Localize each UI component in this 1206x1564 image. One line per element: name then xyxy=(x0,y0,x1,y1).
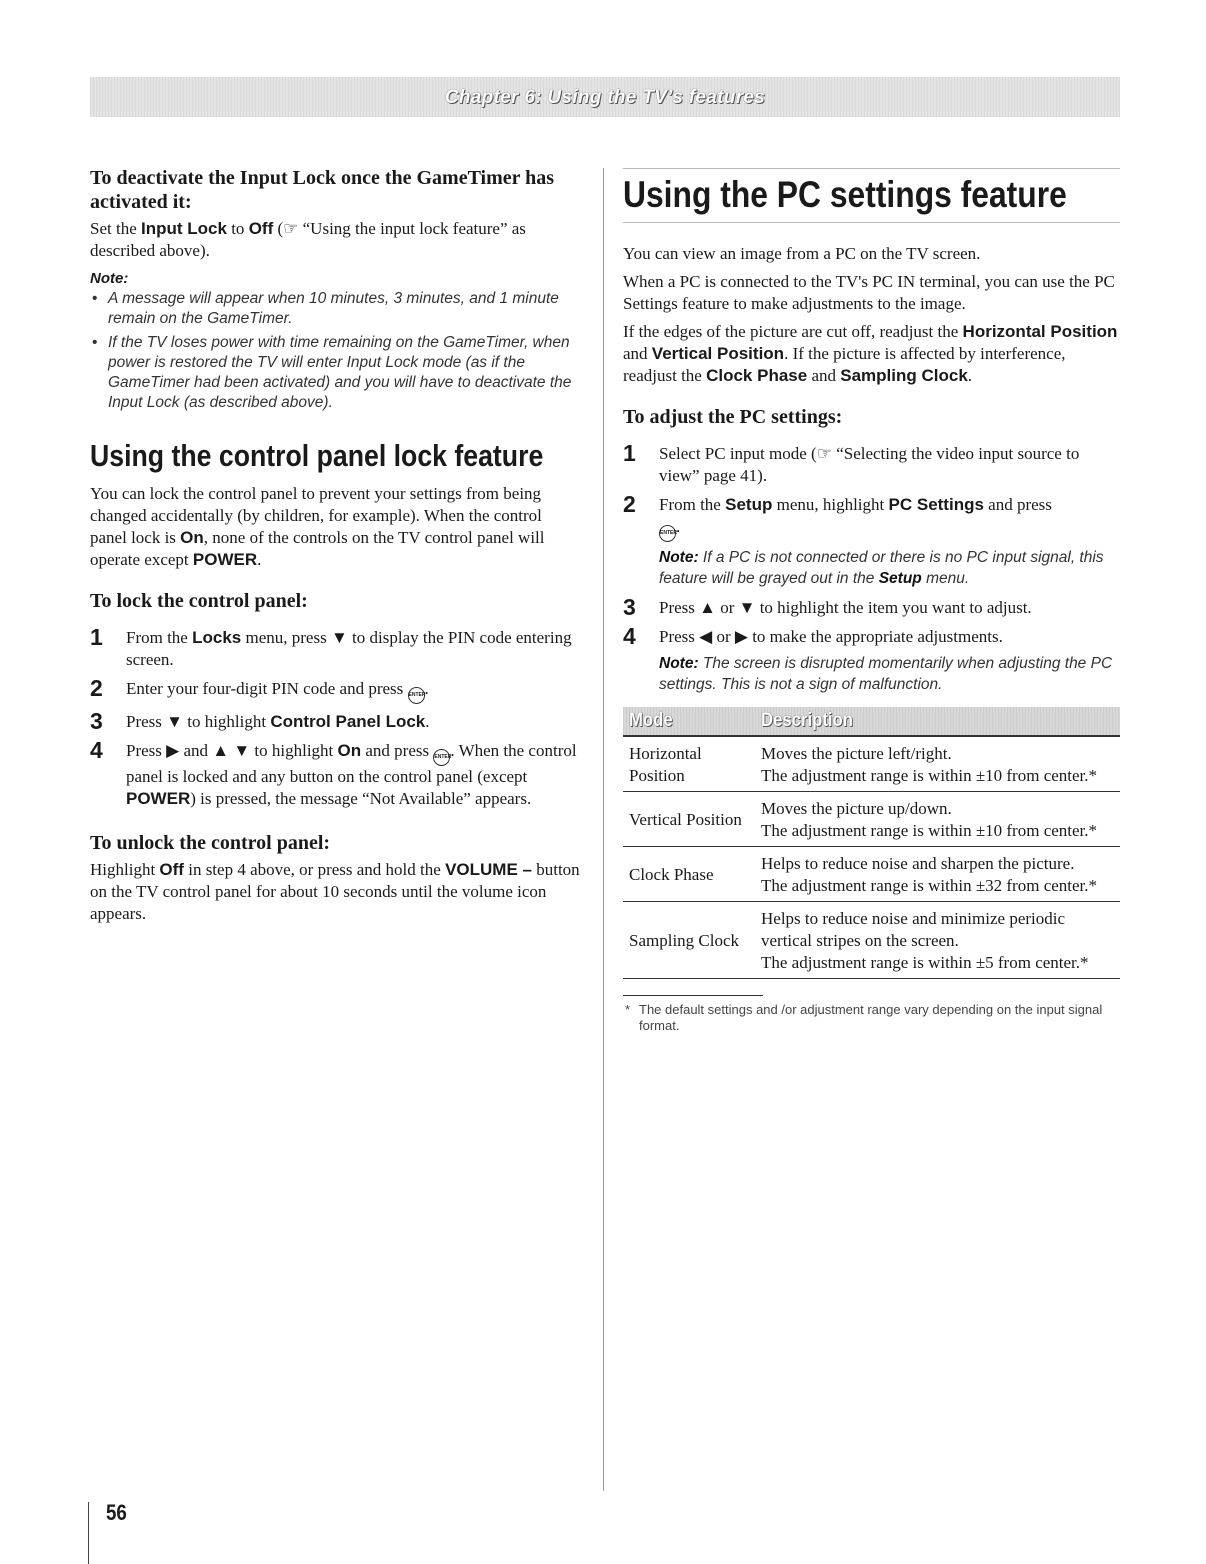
step-item: 1 Select PC input mode (☞ “Selecting the video input source to view” page 41). xyxy=(623,440,1080,485)
step-note: Note: The screen is disrupted momentarily when adjusting the PC settings. This is not a sign of malfunction. xyxy=(659,655,1113,693)
step-item: 3 Press ▲ or ▼ to highlight the item you want to adjust. xyxy=(623,594,1032,620)
pc-intro-2: When a PC is connected to the TV's PC IN terminal, you can use the PC Settings feature to make adjustments to the image. xyxy=(623,272,1115,313)
pc-intro-1: You can view an image from a PC on the TV screen. xyxy=(623,244,981,263)
footnote-rule xyxy=(623,995,763,996)
panel-lock-intro: You can lock the control panel to prevent your settings from being changed accidentally (by children, for example). When the control panel lock is On, none of the controls on the TV control panel will operate except POWER. xyxy=(90,484,545,569)
lock-steps xyxy=(90,624,582,810)
right-column xyxy=(623,168,1120,1034)
pc-settings-heading: Using the PC settings feature xyxy=(623,174,1067,215)
chapter-header-band xyxy=(90,77,1120,117)
step-item: 2 From the Setup menu, highlight PC Settings and press ENTER. xyxy=(623,494,1120,542)
table-cell-desc: Moves the picture up/down. The adjustment range is within ±10 from center.* xyxy=(755,792,1120,847)
step-item: 2 Enter your four-digit PIN code and press ENTER. xyxy=(90,678,582,704)
pc-settings-table xyxy=(623,707,1120,979)
adjust-steps xyxy=(623,440,1120,542)
adjust-steps-cont xyxy=(623,594,1120,649)
page-number: 56 xyxy=(106,1500,127,1525)
step-note: Note: If a PC is not connected or there is no PC input signal, this feature will be grayed out in the Setup menu. xyxy=(659,549,1104,587)
enter-button-icon: ENTER xyxy=(408,687,425,704)
table-row xyxy=(623,847,1120,902)
enter-button-icon: ENTER xyxy=(433,749,450,766)
pc-settings-heading-wrap xyxy=(623,168,1120,223)
table-cell-desc: Helps to reduce noise and sharpen the picture. The adjustment range is within ±32 from center.* xyxy=(755,847,1120,902)
table-cell-mode: Vertical Position xyxy=(623,792,755,847)
table-header-mode: Mode xyxy=(623,707,755,736)
left-column xyxy=(90,166,582,931)
table-cell-desc: Helps to reduce noise and minimize periodic vertical stripes on the screen. The adjustment range is within ±5 from center.* xyxy=(755,902,1120,979)
lock-heading: To lock the control panel: xyxy=(90,590,308,612)
note-label: Note: xyxy=(90,270,129,287)
enter-button-icon: ENTER xyxy=(659,525,676,542)
step-item: 4 Press ▶ and ▲ ▼ to highlight On and press ENTER. When the control panel is locked and any button on the control panel (except POWER) is pressed, the message “Not Available” appears. xyxy=(90,737,577,808)
step-item: 1 From the Locks menu, press ▼ to display the PIN code entering screen. xyxy=(90,624,572,669)
panel-lock-heading: Using the control panel lock feature xyxy=(90,438,544,473)
pc-intro-3: If the edges of the picture are cut off, readjust the Horizontal Position and Vertical Position. If the picture is affected by interference, readjust the Clock Phase and Sampling Clock. xyxy=(623,322,1118,385)
table-row xyxy=(623,792,1120,847)
note-item: • A message will appear when 10 minutes, 3 minutes, and 1 minute remain on the GameTimer. xyxy=(90,289,582,329)
step-item: 3 Press ▼ to highlight Control Panel Lock. xyxy=(90,708,430,734)
unlock-text: Highlight Off in step 4 above, or press and hold the VOLUME – button on the TV control panel for about 10 seconds until the volume icon appears. xyxy=(90,860,580,923)
table-header-description: Description xyxy=(755,707,1120,736)
table-cell-mode: Horizontal Position xyxy=(623,736,755,792)
table-cell-mode: Clock Phase xyxy=(623,847,755,902)
chapter-title: Chapter 6: Using the TV’s features xyxy=(444,87,766,108)
deactivate-heading: To deactivate the Input Lock once the GameTimer has activated it: xyxy=(90,167,555,213)
page-number-rule xyxy=(88,1502,89,1564)
deactivate-text: Set the Input Lock to Off (☞ “Using the input lock feature” as described above). xyxy=(90,219,526,260)
table-cell-mode: Sampling Clock xyxy=(623,902,755,979)
step-item: 4 Press ◀ or ▶ to make the appropriate adjustments. xyxy=(623,623,1003,649)
table-row xyxy=(623,902,1120,979)
table-cell-desc: Moves the picture left/right. The adjustment range is within ±10 from center.* xyxy=(755,736,1120,792)
column-divider xyxy=(603,168,604,1491)
note-item: • If the TV loses power with time remaining on the GameTimer, when power is restored the TV will enter Input Lock mode (as if the GameTimer had been activated) and you will have to deactivate the Input Lock (as described above). xyxy=(90,333,582,413)
adjust-heading: To adjust the PC settings: xyxy=(623,406,843,428)
note-list xyxy=(90,289,582,413)
table-row xyxy=(623,736,1120,792)
unlock-heading: To unlock the control panel: xyxy=(90,832,331,854)
footnote: * The default settings and /or adjustment range vary depending on the input signal format. xyxy=(625,1002,1103,1033)
